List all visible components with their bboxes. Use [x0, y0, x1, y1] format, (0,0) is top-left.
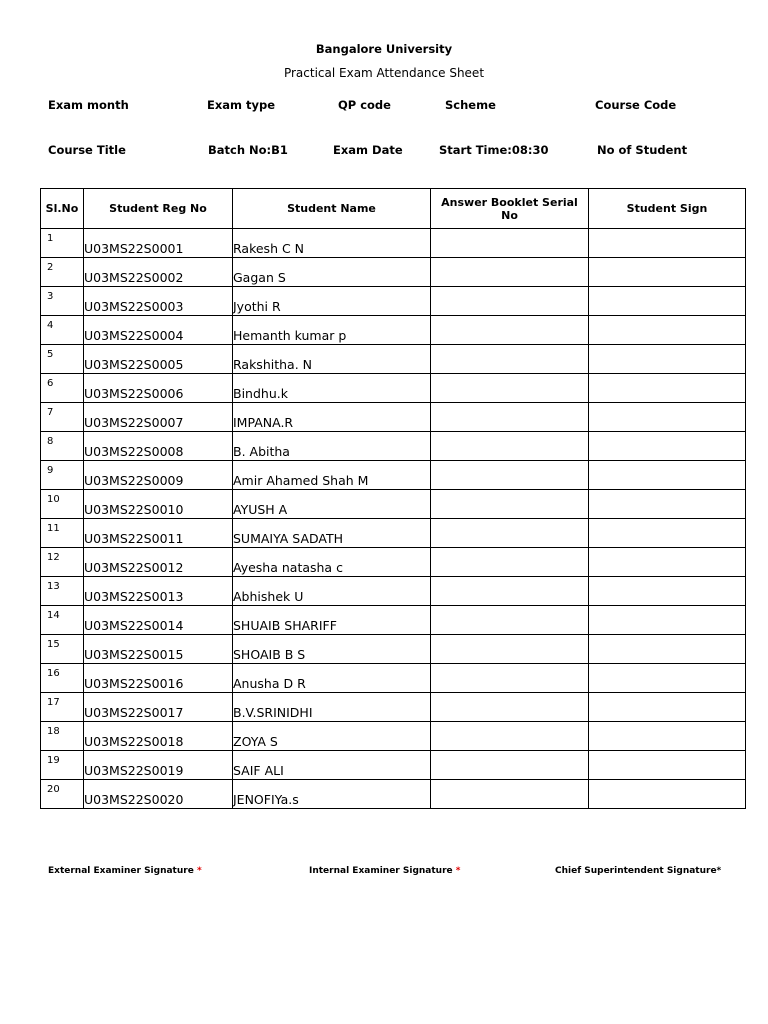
student-name-cell-text: Rakshitha. N	[233, 357, 312, 372]
booklet-serial-cell	[431, 345, 589, 374]
column-header-student-name: Student Name	[233, 189, 431, 229]
exam-type-label: Exam type	[207, 98, 276, 112]
reg-no-cell-text: U03MS22S0017	[84, 705, 184, 720]
sl-no-cell	[41, 403, 84, 432]
sl-no-cell-text: 4	[47, 320, 54, 331]
sl-no-cell	[41, 432, 84, 461]
student-sign-cell	[589, 577, 746, 606]
sl-no-cell	[41, 490, 84, 519]
reg-no-cell-text: U03MS22S0001	[84, 241, 184, 256]
chief-superintendent-signature	[555, 866, 721, 876]
student-name-cell	[233, 780, 431, 809]
booklet-serial-cell	[431, 606, 589, 635]
table-row	[41, 577, 746, 606]
booklet-serial-cell	[431, 780, 589, 809]
table-row	[41, 519, 746, 548]
student-name-cell-text: B. Abitha	[233, 444, 290, 459]
sl-no-cell	[41, 316, 84, 345]
sl-no-cell-text: 12	[47, 552, 60, 563]
student-name-cell-text: Abhishek U	[233, 589, 304, 604]
sl-no-cell	[41, 345, 84, 374]
student-name-cell	[233, 316, 431, 345]
reg-no-cell	[84, 722, 233, 751]
column-header-slno: Sl.No	[41, 189, 84, 229]
student-name-cell-text: SUMAIYA SADATH	[233, 531, 344, 546]
sl-no-cell	[41, 258, 84, 287]
sheet-title: Practical Exam Attendance Sheet	[283, 66, 485, 80]
column-header-booklet-serial: Answer Booklet Serial No	[431, 189, 589, 229]
table-row	[41, 432, 746, 461]
sl-no-cell-text: 11	[47, 523, 60, 534]
student-sign-cell	[589, 345, 746, 374]
student-name-cell	[233, 606, 431, 635]
booklet-serial-cell	[431, 519, 589, 548]
attendance-table	[40, 188, 746, 809]
student-name-cell	[233, 722, 431, 751]
sl-no-cell-text: 13	[47, 581, 60, 592]
booklet-serial-cell	[431, 403, 589, 432]
no-of-student-label: No of Student	[597, 143, 688, 157]
external-examiner-signature	[48, 866, 202, 876]
table-row	[41, 287, 746, 316]
reg-no-cell	[84, 345, 233, 374]
sl-no-cell-text: 9	[47, 465, 54, 476]
booklet-serial-cell	[431, 229, 589, 258]
student-name-cell-text: Amir Ahamed Shah M	[233, 473, 369, 488]
reg-no-cell-text: U03MS22S0010	[84, 502, 184, 517]
reg-no-cell-text: U03MS22S0015	[84, 647, 184, 662]
reg-no-cell-text: U03MS22S0014	[84, 618, 184, 633]
reg-no-cell	[84, 519, 233, 548]
sl-no-cell	[41, 461, 84, 490]
sl-no-cell	[41, 693, 84, 722]
student-name-cell-text: Rakesh C N	[233, 241, 305, 256]
reg-no-cell-text: U03MS22S0003	[84, 299, 184, 314]
sl-no-cell	[41, 577, 84, 606]
student-name-cell	[233, 345, 431, 374]
student-sign-cell	[589, 374, 746, 403]
column-header-reg-no: Student Reg No	[84, 189, 233, 229]
booklet-serial-cell	[431, 490, 589, 519]
table-row	[41, 258, 746, 287]
reg-no-cell-text: U03MS22S0002	[84, 270, 184, 285]
reg-no-cell	[84, 751, 233, 780]
student-sign-cell	[589, 548, 746, 577]
student-name-cell	[233, 403, 431, 432]
sl-no-cell-text: 10	[47, 494, 60, 505]
sl-no-cell-text: 2	[47, 262, 54, 273]
internal-examiner-label: Internal Examiner Signature	[309, 866, 456, 876]
student-name-cell	[233, 258, 431, 287]
required-mark: *	[455, 866, 461, 876]
sl-no-cell-text: 7	[47, 407, 54, 418]
student-name-cell	[233, 229, 431, 258]
sl-no-cell	[41, 751, 84, 780]
reg-no-cell	[84, 606, 233, 635]
student-name-cell	[233, 490, 431, 519]
table-row	[41, 751, 746, 780]
required-mark: *	[196, 866, 202, 876]
table-row	[41, 722, 746, 751]
sl-no-cell-text: 1	[47, 233, 54, 244]
booklet-serial-cell	[431, 751, 589, 780]
booklet-serial-cell	[431, 664, 589, 693]
qp-code-label: QP code	[338, 98, 391, 112]
reg-no-cell	[84, 374, 233, 403]
reg-no-cell	[84, 432, 233, 461]
table-row	[41, 780, 746, 809]
reg-no-cell-text: U03MS22S0013	[84, 589, 184, 604]
student-name-cell-text: SAIF ALI	[233, 763, 284, 778]
student-name-cell	[233, 577, 431, 606]
booklet-serial-cell	[431, 374, 589, 403]
sl-no-cell-text: 16	[47, 668, 60, 679]
student-name-cell	[233, 519, 431, 548]
student-sign-cell	[589, 432, 746, 461]
student-sign-cell	[589, 316, 746, 345]
reg-no-cell-text: U03MS22S0019	[84, 763, 184, 778]
student-sign-cell	[589, 403, 746, 432]
course-code-label: Course Code	[595, 98, 677, 112]
reg-no-cell-text: U03MS22S0005	[84, 357, 184, 372]
external-examiner-label: External Examiner Signature	[48, 866, 197, 876]
student-sign-cell	[589, 258, 746, 287]
reg-no-cell	[84, 287, 233, 316]
reg-no-cell-text: U03MS22S0007	[84, 415, 184, 430]
table-header-row	[41, 189, 746, 229]
student-name-cell-text: Jyothi R	[233, 299, 281, 314]
sl-no-cell-text: 3	[47, 291, 54, 302]
table-row	[41, 374, 746, 403]
university-name: Bangalore University	[315, 42, 453, 56]
reg-no-cell-text: U03MS22S0004	[84, 328, 184, 343]
reg-no-cell	[84, 403, 233, 432]
sl-no-cell	[41, 722, 84, 751]
booklet-serial-cell	[431, 461, 589, 490]
sl-no-cell	[41, 780, 84, 809]
chief-superintendent-label: Chief Superintendent Signature*	[555, 866, 722, 876]
reg-no-cell-text: U03MS22S0018	[84, 734, 184, 749]
reg-no-cell-text: U03MS22S0009	[84, 473, 184, 488]
reg-no-cell-text: U03MS22S0011	[84, 531, 184, 546]
reg-no-cell-text: U03MS22S0012	[84, 560, 184, 575]
reg-no-cell	[84, 664, 233, 693]
scheme-label: Scheme	[445, 98, 496, 112]
reg-no-cell	[84, 780, 233, 809]
sl-no-cell	[41, 548, 84, 577]
sl-no-cell-text: 20	[47, 784, 60, 795]
table-row	[41, 635, 746, 664]
booklet-serial-cell	[431, 432, 589, 461]
booklet-serial-cell	[431, 548, 589, 577]
reg-no-cell	[84, 577, 233, 606]
student-name-cell	[233, 548, 431, 577]
table-row	[41, 229, 746, 258]
sl-no-cell	[41, 635, 84, 664]
exam-month-label: Exam month	[48, 98, 129, 112]
student-name-cell-text: AYUSH A	[233, 502, 288, 517]
student-sign-cell	[589, 461, 746, 490]
reg-no-cell	[84, 461, 233, 490]
student-sign-cell	[589, 287, 746, 316]
table-body	[41, 229, 746, 809]
student-name-cell-text: ZOYA S	[233, 734, 278, 749]
reg-no-cell-text: U03MS22S0008	[84, 444, 184, 459]
table-row	[41, 664, 746, 693]
column-header-student-sign: Student Sign	[589, 189, 746, 229]
student-sign-cell	[589, 519, 746, 548]
booklet-serial-cell	[431, 635, 589, 664]
student-sign-cell	[589, 664, 746, 693]
student-name-cell-text: Ayesha natasha c	[233, 560, 343, 575]
sl-no-cell-text: 19	[47, 755, 60, 766]
reg-no-cell	[84, 229, 233, 258]
reg-no-cell	[84, 548, 233, 577]
sl-no-cell-text: 5	[47, 349, 54, 360]
sl-no-cell-text: 18	[47, 726, 60, 737]
internal-examiner-signature	[309, 866, 460, 876]
student-name-cell-text: Anusha D R	[233, 676, 306, 691]
reg-no-cell	[84, 258, 233, 287]
table-row	[41, 316, 746, 345]
student-sign-cell	[589, 490, 746, 519]
start-time-label: Start Time:08:30	[439, 143, 549, 157]
student-name-cell-text: Bindhu.k	[233, 386, 288, 401]
student-name-cell-text: Hemanth kumar p	[233, 328, 347, 343]
reg-no-cell	[84, 635, 233, 664]
booklet-serial-cell	[431, 258, 589, 287]
student-name-cell	[233, 664, 431, 693]
sl-no-cell	[41, 606, 84, 635]
sl-no-cell	[41, 287, 84, 316]
student-name-cell	[233, 751, 431, 780]
student-sign-cell	[589, 229, 746, 258]
student-name-cell-text: JENOFIYa.s	[233, 792, 299, 807]
exam-date-label: Exam Date	[333, 143, 403, 157]
reg-no-cell-text: U03MS22S0016	[84, 676, 184, 691]
sl-no-cell	[41, 664, 84, 693]
student-sign-cell	[589, 751, 746, 780]
student-sign-cell	[589, 606, 746, 635]
student-name-cell	[233, 287, 431, 316]
sl-no-cell-text: 15	[47, 639, 60, 650]
sl-no-cell	[41, 229, 84, 258]
student-name-cell-text: Gagan S	[233, 270, 286, 285]
course-title-label: Course Title	[48, 143, 126, 157]
reg-no-cell	[84, 316, 233, 345]
student-sign-cell	[589, 693, 746, 722]
student-name-cell	[233, 693, 431, 722]
reg-no-cell-text: U03MS22S0006	[84, 386, 184, 401]
booklet-serial-cell	[431, 287, 589, 316]
sl-no-cell-text: 6	[47, 378, 54, 389]
student-name-cell-text: SHUAIB SHARIFF	[233, 618, 337, 633]
student-name-cell-text: B.V.SRINIDHI	[233, 705, 313, 720]
student-name-cell	[233, 432, 431, 461]
sl-no-cell-text: 17	[47, 697, 60, 708]
student-sign-cell	[589, 780, 746, 809]
student-name-cell	[233, 635, 431, 664]
table-row	[41, 461, 746, 490]
booklet-serial-cell	[431, 577, 589, 606]
student-sign-cell	[589, 722, 746, 751]
booklet-serial-cell	[431, 316, 589, 345]
student-name-cell-text: SHOAIB B S	[233, 647, 306, 662]
table-row	[41, 403, 746, 432]
sl-no-cell-text: 8	[47, 436, 54, 447]
table-row	[41, 606, 746, 635]
student-name-cell-text: IMPANA.R	[233, 415, 294, 430]
table-row	[41, 548, 746, 577]
student-sign-cell	[589, 635, 746, 664]
sl-no-cell	[41, 374, 84, 403]
batch-no-label: Batch No:B1	[208, 143, 288, 157]
table-row	[41, 490, 746, 519]
reg-no-cell	[84, 693, 233, 722]
table-row	[41, 345, 746, 374]
table-row	[41, 693, 746, 722]
booklet-serial-cell	[431, 693, 589, 722]
booklet-serial-cell	[431, 722, 589, 751]
student-name-cell	[233, 374, 431, 403]
reg-no-cell	[84, 490, 233, 519]
sl-no-cell-text: 14	[47, 610, 60, 621]
student-name-cell	[233, 461, 431, 490]
sl-no-cell	[41, 519, 84, 548]
reg-no-cell-text: U03MS22S0020	[84, 792, 184, 807]
